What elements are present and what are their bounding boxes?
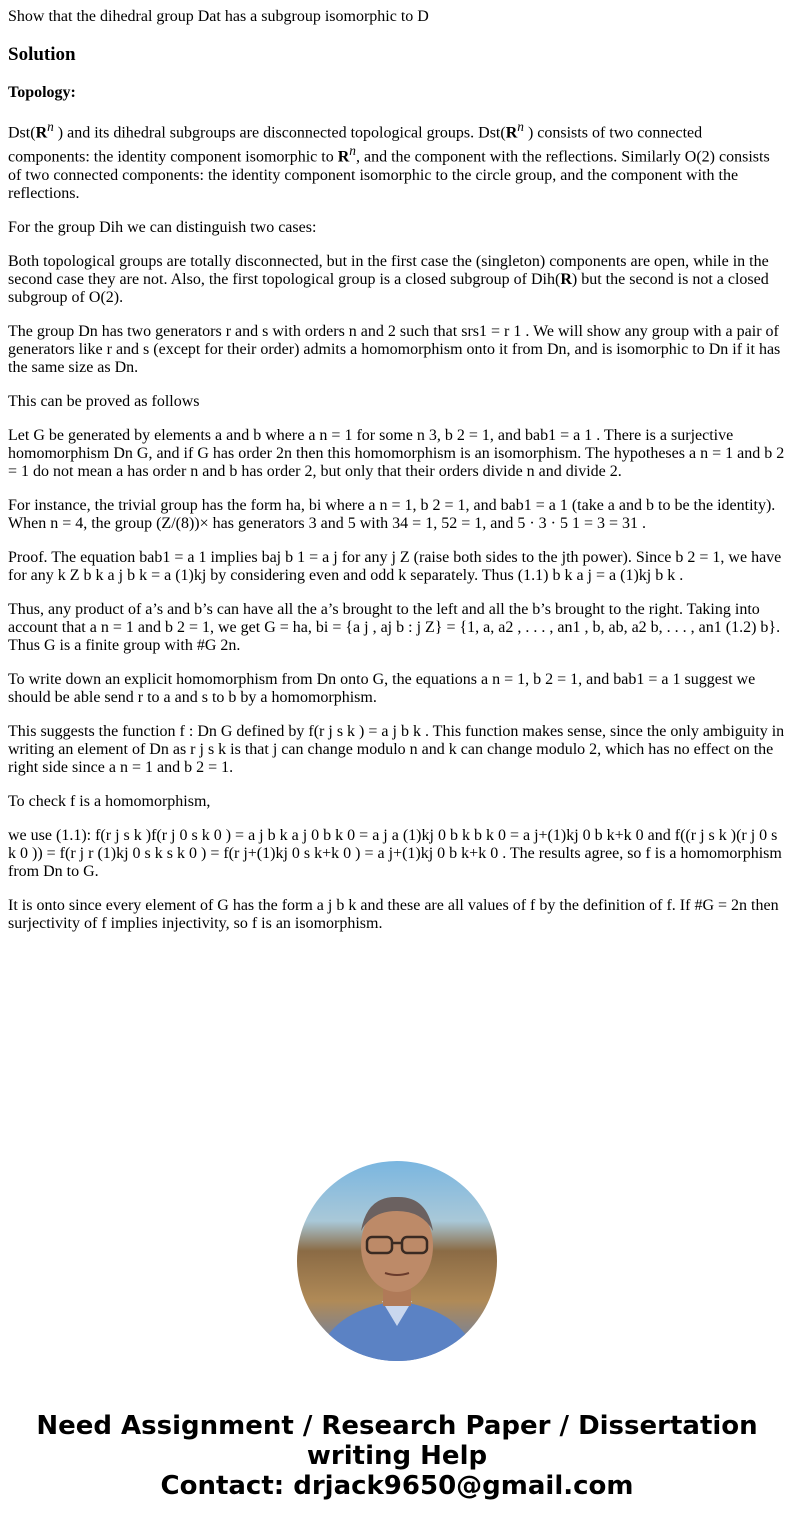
contact-banner bbox=[0, 1411, 794, 1501]
banner-contact: Contact: drjack9650@gmail.com bbox=[160, 1471, 634, 1501]
text: Both topological groups are totally disconnected, but in the first case the (singleton) components are open, while in the second case they are not. Also, the first topological group is a closed subgroup of Dih( bbox=[8, 252, 769, 288]
paragraph: Proof. The equation bab1 = a 1 implies baj b 1 = a j for any j Z (raise both sides to the jth power). Since b 2 = 1, we have for any k Z b k a j b k = a (1)kj by considering even and odd k separately. Thus (1.1) b k a j = a (1)kj b k . bbox=[8, 548, 782, 584]
text: Dst( bbox=[8, 124, 36, 142]
paragraph: Let G be generated by elements a and b where a n = 1 for some n 3, b 2 = 1, and bab1 = a 1 . There is a surjective homomorphism Dn G, and if G has order 2n then this homomorphism is an isomorphism. The hypotheses a n = 1 and b 2 = 1 do not mean a has order n and b has order 2, but only that their orders divide n and divide 2. bbox=[8, 426, 785, 480]
paragraph: Thus, any product of a’s and b’s can have all the a’s brought to the left and all the b’s brought to the right. Taking into account that a n = 1 and b 2 = 1, we get G = ha, bi = {a j , aj b : j Z} = {1, a, a2 , . . . , an1 , b, ab, a2 b, . . . , an1 (1.2) b}. Thus G is a finite group with #G 2n. bbox=[8, 600, 781, 654]
bold-R: R bbox=[505, 124, 518, 142]
paragraph-topology bbox=[8, 118, 786, 203]
paragraph: This suggests the function f : Dn G defined by f(r j s k ) = a j b k . This function makes sense, since the only ambiguity in writing an element of Dn as r j s k is that j can change modulo n and k can change modulo 2, which has no effect on the right side since a n = 1 and b 2 = 1. bbox=[8, 722, 785, 776]
person-portrait-icon bbox=[297, 1161, 497, 1361]
author-photo bbox=[297, 1161, 497, 1361]
paragraph: we use (1.1): f(r j s k )f(r j 0 s k 0 ) = a j b k a j 0 b k 0 = a j a (1)kj 0 b k b k 0 = a j+(1)kj 0 b k+k 0 and f((r j s k )(r j 0 s k 0 )) = f(r j r (1)kj 0 s k s k 0 ) = f(r j+(1)kj 0 s k+k 0 ) = a j+(1)kj 0 b k+k 0 . The results agree, so f is a homomorphism from Dn to G. bbox=[8, 826, 782, 880]
paragraph: This can be proved as follows bbox=[8, 392, 200, 410]
sup-n: n bbox=[47, 119, 54, 134]
document bbox=[0, 8, 794, 933]
text: , and the component with the reflections. Similarly O(2) consists of two connected components: the identity component isomorphic to the circle group, and the component with the reflections. bbox=[8, 148, 770, 202]
paragraph: To check f is a homomorphism, bbox=[8, 792, 211, 810]
topology-heading: Topology: bbox=[8, 84, 76, 101]
sup-n: n bbox=[349, 143, 356, 159]
bold-R: R bbox=[35, 124, 48, 142]
solution-heading: Solution bbox=[8, 44, 76, 65]
sup-n: n bbox=[517, 119, 524, 134]
banner-line: Need Assignment / Research Paper / Dissertation bbox=[36, 1411, 758, 1441]
banner-line: writing Help bbox=[306, 1441, 488, 1471]
text: ) but the second is not a closed subgroup of O(2). bbox=[8, 270, 769, 306]
paragraph: The group Dn has two generators r and s with orders n and 2 such that srs1 = r 1 . We will show any group with a pair of generators like r and s (except for their order) admits a homomorphism onto it from Dn, and is isomorphic to Dn if it has the same size as Dn. bbox=[8, 322, 781, 376]
paragraph: For instance, the trivial group has the form ha, bi where a n = 1, b 2 = 1, and bab1 = a 1 (take a and b to be the identity). When n = 4, the group (Z/(8))× has generators 3 and 5 with 34 = 1, 52 = 1, and 5 · 3 · 5 1 = 3 = 31 . bbox=[8, 496, 776, 532]
bold-R: R bbox=[337, 148, 350, 166]
paragraph: It is onto since every element of G has the form a j b k and these are all values of f by the definition of f. If #G = 2n then surjectivity of f implies injectivity, so f is an isomorphism. bbox=[8, 896, 779, 932]
text: ) and its dihedral subgroups are disconnected topological groups. Dst( bbox=[53, 124, 506, 142]
question: Show that the dihedral group Dat has a subgroup isomorphic to D bbox=[8, 8, 429, 25]
bold-R: R bbox=[560, 270, 572, 288]
paragraph-dih-cases: For the group Dih we can distinguish two cases: bbox=[8, 218, 317, 236]
paragraph-disconnected bbox=[8, 253, 786, 307]
paragraph: To write down an explicit homomorphism from Dn onto G, the equations a n = 1, b 2 = 1, and bab1 = a 1 suggest we should be able send r to a and s to b by a homomorphism. bbox=[8, 670, 756, 706]
text: ) consists of two connected components: the identity component isomorphic to bbox=[8, 124, 703, 166]
